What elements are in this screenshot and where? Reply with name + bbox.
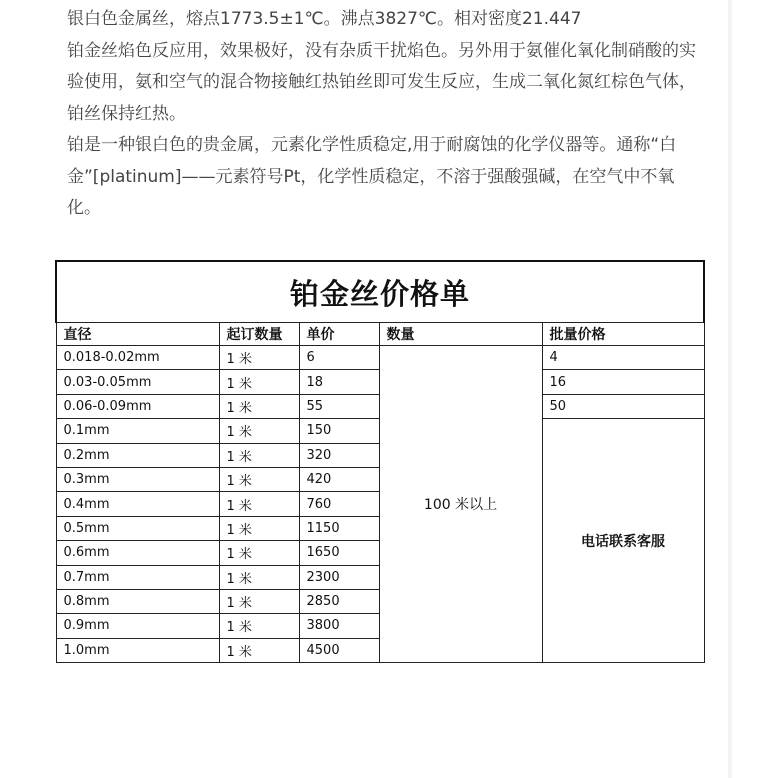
unit-price-cell: 420: [299, 467, 379, 491]
diameter-cell: 0.1mm: [56, 419, 219, 443]
diameter-cell: 0.8mm: [56, 589, 219, 613]
header-min-order: 起订数量: [219, 323, 299, 346]
diameter-cell: 0.06-0.09mm: [56, 394, 219, 418]
min-order-cell: 1 米: [219, 346, 299, 370]
table-row: [56, 346, 704, 370]
price-table: [55, 260, 705, 663]
min-order-cell: 1 米: [219, 394, 299, 418]
min-order-cell: 1 米: [219, 443, 299, 467]
min-order-cell: 1 米: [219, 589, 299, 613]
quantity-cell: 100 米以上: [379, 346, 542, 663]
diameter-cell: 0.9mm: [56, 614, 219, 638]
table-title: 铂金丝价格单: [56, 261, 704, 323]
bulk-price-cell: 4: [542, 346, 704, 370]
diameter-cell: 1.0mm: [56, 638, 219, 662]
min-order-cell: 1 米: [219, 565, 299, 589]
diameter-cell: 0.7mm: [56, 565, 219, 589]
diameter-cell: 0.6mm: [56, 541, 219, 565]
unit-price-cell: 3800: [299, 614, 379, 638]
intro-paragraph-1: 银白色金属丝，熔点1773.5±1℃。沸点3827℃。相对密度21.447: [67, 9, 582, 29]
header-quantity: 数量: [379, 323, 542, 346]
bulk-price-cell: 16: [542, 370, 704, 394]
unit-price-cell: 320: [299, 443, 379, 467]
unit-price-cell: 150: [299, 419, 379, 443]
intro-text: [67, 4, 707, 225]
min-order-cell: 1 米: [219, 614, 299, 638]
bulk-price-cell: 50: [542, 394, 704, 418]
diameter-cell: 0.03-0.05mm: [56, 370, 219, 394]
unit-price-cell: 6: [299, 346, 379, 370]
min-order-cell: 1 米: [219, 467, 299, 491]
unit-price-cell: 2850: [299, 589, 379, 613]
header-unit-price: 单价: [299, 323, 379, 346]
unit-price-cell: 4500: [299, 638, 379, 662]
unit-price-cell: 1650: [299, 541, 379, 565]
diameter-cell: 0.3mm: [56, 467, 219, 491]
unit-price-cell: 760: [299, 492, 379, 516]
page-edge: [728, 0, 732, 778]
header-bulk-price: 批量价格: [542, 323, 704, 346]
min-order-cell: 1 米: [219, 492, 299, 516]
header-diameter: 直径: [56, 323, 219, 346]
unit-price-cell: 18: [299, 370, 379, 394]
diameter-cell: 0.018-0.02mm: [56, 346, 219, 370]
intro-paragraph-2: 铂金丝焰色反应用，效果极好，没有杂质干扰焰色。另外用于氨催化氧化制硝酸的实验使用，氨和空气的混合物接触红热铂丝即可发生反应，生成二氧化氮红棕色气体，铂丝保持红热。: [67, 40, 696, 124]
unit-price-cell: 55: [299, 394, 379, 418]
diameter-cell: 0.5mm: [56, 516, 219, 540]
table-header-row: [56, 323, 704, 346]
min-order-cell: 1 米: [219, 638, 299, 662]
min-order-cell: 1 米: [219, 541, 299, 565]
unit-price-cell: 2300: [299, 565, 379, 589]
min-order-cell: 1 米: [219, 516, 299, 540]
min-order-cell: 1 米: [219, 370, 299, 394]
contact-service-cell: 电话联系客服: [542, 419, 704, 663]
diameter-cell: 0.4mm: [56, 492, 219, 516]
unit-price-cell: 1150: [299, 516, 379, 540]
min-order-cell: 1 米: [219, 419, 299, 443]
intro-paragraph-3: 铂是一种银白色的贵金属，元素化学性质稳定,用于耐腐蚀的化学仪器等。通称“白金”[platinum]——元素符号Pt，化学性质稳定，不溶于强酸强碱，在空气中不氧化。: [67, 135, 677, 218]
diameter-cell: 0.2mm: [56, 443, 219, 467]
